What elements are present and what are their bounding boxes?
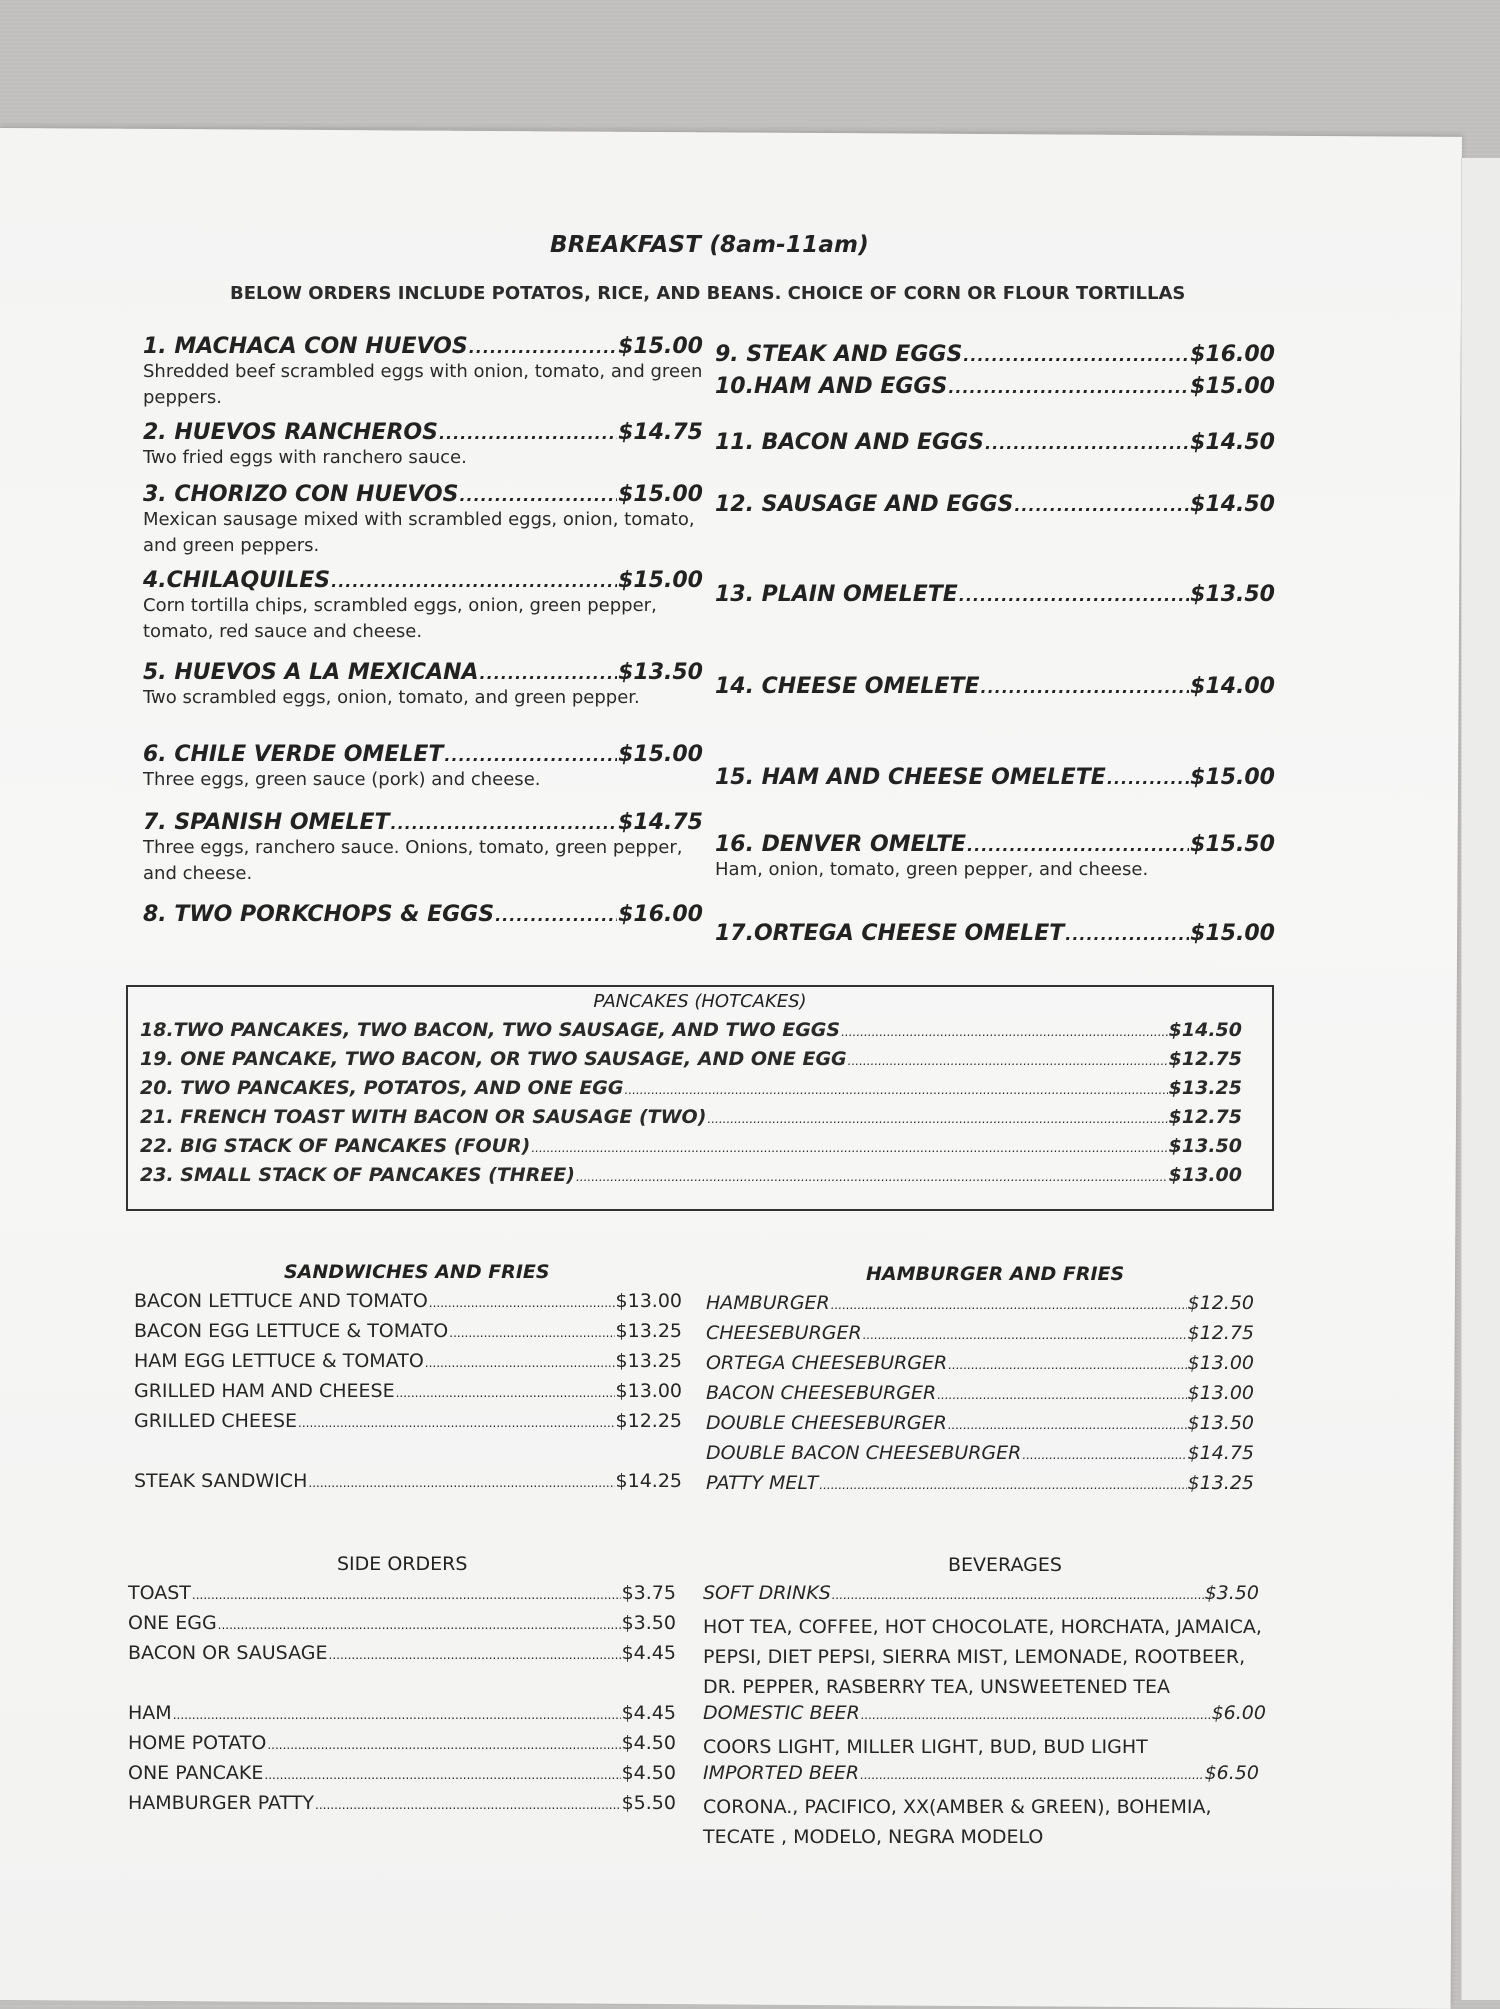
- menu-item: [143, 482, 703, 568]
- menu-item: [715, 492, 1275, 582]
- item-name: BACON EGG LETTUCE & TOMATO: [134, 1320, 449, 1342]
- leader-dots: [264, 1768, 620, 1782]
- item-description: Three eggs, green sauce (pork) and cheese.: [143, 769, 541, 790]
- page-edge: [1461, 158, 1500, 2000]
- beverage-note: TECATE , MODELO, NEGRA MODELO: [703, 1826, 1044, 1848]
- leader-dots: [480, 664, 618, 683]
- leader-dots: [1107, 769, 1189, 788]
- pancakes-title: PANCAKES (HOTCAKES): [593, 991, 807, 1012]
- item-price: $13.00: [615, 1380, 682, 1402]
- menu-item: [715, 921, 1275, 955]
- item-price: $6.50: [1204, 1762, 1259, 1784]
- item-name: 19. ONE PANCAKE, TWO BACON, OR TWO SAUSAGE, AND ONE EGG: [140, 1048, 847, 1070]
- leader-dots: [948, 1418, 1187, 1432]
- spacer: [134, 1440, 682, 1470]
- menu-item: [143, 568, 703, 660]
- menu-item: [715, 582, 1275, 674]
- menu-item: [706, 1472, 1254, 1502]
- beverage-note: PEPSI, DIET PEPSI, SIERRA MIST, LEMONADE, ROOTBEER,: [703, 1646, 1246, 1668]
- item-price: $16.00: [618, 902, 703, 927]
- item-price: $14.75: [618, 810, 703, 835]
- menu-item: [703, 1582, 1259, 1612]
- item-name: BACON CHEESEBURGER: [706, 1382, 937, 1404]
- item-name: 20. TWO PANCAKES, POTATOS, AND ONE EGG: [140, 1077, 624, 1099]
- item-description: Two scrambled eggs, onion, tomato, and green pepper.: [143, 687, 640, 708]
- menu-title: BREAKFAST (8am-11am): [550, 232, 869, 258]
- item-price: $13.50: [1190, 582, 1275, 607]
- item-name: 7. SPANISH OMELET: [143, 810, 390, 835]
- menu-item: [134, 1350, 682, 1380]
- beverage-note: COORS LIGHT, MILLER LIGHT, BUD, BUD LIGHT: [703, 1736, 1148, 1758]
- menu-item: [715, 765, 1275, 832]
- item-price: $13.25: [1187, 1472, 1254, 1494]
- item-description: Two fried eggs with ranchero sauce.: [143, 447, 467, 468]
- item-name: SOFT DRINKS: [703, 1582, 831, 1604]
- item-price: $12.75: [1168, 1048, 1242, 1070]
- leader-dots: [707, 1112, 1167, 1126]
- item-name: ORTEGA CHEESEBURGER: [706, 1352, 948, 1374]
- menu-item: [134, 1290, 682, 1320]
- leader-dots: [967, 836, 1189, 855]
- leader-dots: [531, 1141, 1167, 1155]
- menu-item: [140, 1106, 1242, 1135]
- item-price: $13.00: [1187, 1382, 1254, 1404]
- menu-item: [134, 1470, 682, 1500]
- leader-dots: [308, 1476, 614, 1490]
- item-price: $12.25: [615, 1410, 682, 1432]
- menu-item: [715, 674, 1275, 765]
- leader-dots: [218, 1618, 621, 1632]
- hamburgers-title: HAMBURGER AND FRIES: [866, 1263, 1125, 1285]
- item-name: HAMBURGER: [706, 1292, 830, 1314]
- menu-item: [143, 334, 703, 420]
- leader-dots: [948, 378, 1189, 397]
- item-price: $12.75: [1187, 1322, 1254, 1344]
- item-price: $14.75: [1187, 1442, 1254, 1464]
- menu-item: [128, 1642, 676, 1672]
- hamburgers-list: [706, 1292, 1254, 1502]
- beverage-note: DR. PEPPER, RASBERRY TEA, UNSWEETENED TEA: [703, 1676, 1171, 1698]
- beverage-note: CORONA., PACIFICO, XX(AMBER & GREEN), BOHEMIA,: [703, 1796, 1212, 1818]
- menu-item: [143, 902, 703, 936]
- item-name: STEAK SANDWICH: [134, 1470, 308, 1492]
- item-price: $15.00: [1190, 921, 1275, 946]
- item-price: $4.50: [621, 1762, 676, 1784]
- item-price: $13.50: [1168, 1135, 1242, 1157]
- item-name: 11. BACON AND EGGS: [715, 430, 985, 455]
- item-price: $6.00: [1211, 1702, 1266, 1724]
- beverage-note: HOT TEA, COFFEE, HOT CHOCOLATE, HORCHATA, JAMAICA,: [703, 1616, 1262, 1638]
- leader-dots: [860, 1768, 1203, 1782]
- leader-dots: [819, 1478, 1186, 1492]
- leader-dots: [841, 1025, 1168, 1039]
- menu-item: [715, 430, 1275, 492]
- item-price: $12.50: [1187, 1292, 1254, 1314]
- item-name: TOAST: [128, 1582, 191, 1604]
- item-price: $15.00: [618, 334, 703, 359]
- leader-dots: [861, 1708, 1211, 1722]
- menu-item: [715, 832, 1275, 921]
- item-price: $4.45: [621, 1642, 676, 1664]
- breakfast-left-column: [143, 334, 703, 936]
- item-name: CHEESEBURGER: [706, 1322, 862, 1344]
- item-price: $3.75: [621, 1582, 676, 1604]
- item-price: $13.25: [615, 1350, 682, 1372]
- pancakes-list: [140, 1019, 1242, 1193]
- sides-title: SIDE ORDERS: [337, 1553, 468, 1575]
- menu-subtitle: BELOW ORDERS INCLUDE POTATOS, RICE, AND BEANS. CHOICE OF CORN OR FLOUR TORTILLAS: [230, 283, 1186, 304]
- leader-dots: [173, 1708, 621, 1722]
- menu-item: [143, 660, 703, 742]
- item-price: $13.00: [1168, 1164, 1242, 1186]
- item-name: DOUBLE CHEESEBURGER: [706, 1412, 947, 1434]
- item-price: $13.00: [615, 1290, 682, 1312]
- menu-item: [706, 1382, 1254, 1412]
- leader-dots: [459, 486, 617, 505]
- leader-dots: [391, 814, 618, 833]
- item-name: 13. PLAIN OMELETE: [715, 582, 958, 607]
- item-name: DOMESTIC BEER: [703, 1702, 860, 1724]
- leader-dots: [863, 1328, 1187, 1342]
- item-price: $12.75: [1168, 1106, 1242, 1128]
- item-name: 10.HAM AND EGGS: [715, 374, 948, 399]
- leader-dots: [1014, 496, 1189, 515]
- item-name: HAM: [128, 1702, 172, 1724]
- item-price: $14.75: [618, 420, 703, 445]
- item-price: $15.00: [618, 568, 703, 593]
- menu-item: [128, 1762, 676, 1792]
- item-price: $14.00: [1190, 674, 1275, 699]
- item-name: PATTY MELT: [706, 1472, 819, 1494]
- leader-dots: [985, 434, 1189, 453]
- item-price: $14.25: [615, 1470, 682, 1492]
- menu-item: [128, 1612, 676, 1642]
- item-name: 2. HUEVOS RANCHEROS: [143, 420, 438, 445]
- beverages-title: BEVERAGES: [948, 1554, 1062, 1576]
- menu-item: [706, 1322, 1254, 1352]
- menu-item: [134, 1320, 682, 1350]
- menu-item: [134, 1410, 682, 1440]
- menu-item: [703, 1702, 1266, 1732]
- leader-dots: [963, 346, 1189, 365]
- item-price: $15.00: [618, 482, 703, 507]
- pancakes-box: [126, 985, 1274, 1211]
- item-name: ONE PANCAKE: [128, 1762, 264, 1784]
- menu-item: [715, 374, 1275, 430]
- menu-item: [140, 1019, 1242, 1048]
- item-name: 14. CHEESE OMELETE: [715, 674, 980, 699]
- item-price: $13.25: [615, 1320, 682, 1342]
- breakfast-right-column: [715, 342, 1275, 955]
- item-price: $5.50: [621, 1792, 676, 1814]
- item-name: 23. SMALL STACK OF PANCAKES (THREE): [140, 1164, 575, 1186]
- item-name: GRILLED HAM AND CHEESE: [134, 1380, 395, 1402]
- leader-dots: [331, 572, 617, 591]
- item-price: $13.25: [1168, 1077, 1242, 1099]
- leader-dots: [848, 1054, 1168, 1068]
- item-price: $14.50: [1190, 430, 1275, 455]
- item-name: GRILLED CHEESE: [134, 1410, 298, 1432]
- item-name: 1. MACHACA CON HUEVOS: [143, 334, 468, 359]
- item-price: $14.50: [1168, 1019, 1242, 1041]
- menu-item: [706, 1412, 1254, 1442]
- menu-item: [706, 1442, 1254, 1472]
- item-price: $15.00: [1190, 374, 1275, 399]
- item-name: 17.ORTEGA CHEESE OMELET: [715, 921, 1065, 946]
- item-name: 6. CHILE VERDE OMELET: [143, 742, 444, 767]
- sandwiches-list: [134, 1290, 682, 1500]
- item-name: BACON OR SAUSAGE: [128, 1642, 328, 1664]
- item-name: 9. STEAK AND EGGS: [715, 342, 963, 367]
- leader-dots: [329, 1648, 621, 1662]
- leader-dots: [948, 1358, 1186, 1372]
- leader-dots: [396, 1386, 615, 1400]
- menu-item: [140, 1048, 1242, 1077]
- menu-item: [128, 1702, 676, 1732]
- item-name: 4.CHILAQUILES: [143, 568, 331, 593]
- sandwiches-title: SANDWICHES AND FRIES: [284, 1261, 550, 1283]
- leader-dots: [1065, 925, 1189, 944]
- item-price: $3.50: [621, 1612, 676, 1634]
- leader-dots: [315, 1798, 621, 1812]
- item-price: $15.50: [1190, 832, 1275, 857]
- item-name: BACON LETTUCE AND TOMATO: [134, 1290, 428, 1312]
- leader-dots: [576, 1170, 1168, 1184]
- leader-dots: [469, 338, 617, 357]
- menu-item: [143, 810, 703, 902]
- menu-item: [128, 1792, 676, 1822]
- item-name: 3. CHORIZO CON HUEVOS: [143, 482, 459, 507]
- item-description: Ham, onion, tomato, green pepper, and cheese.: [715, 859, 1149, 880]
- item-name: HAMBURGER PATTY: [128, 1792, 315, 1814]
- menu-item: [140, 1077, 1242, 1106]
- item-description: Three eggs, ranchero sauce. Onions, tomato, green pepper, and cheese.: [143, 837, 683, 884]
- leader-dots: [980, 678, 1189, 697]
- item-name: 18.TWO PANCAKES, TWO BACON, TWO SAUSAGE, AND TWO EGGS: [140, 1019, 841, 1041]
- menu-item: [143, 742, 703, 810]
- leader-dots: [439, 424, 617, 443]
- leader-dots: [429, 1296, 615, 1310]
- leader-dots: [298, 1416, 615, 1430]
- item-name: ONE EGG: [128, 1612, 217, 1634]
- item-price: $13.50: [1187, 1412, 1254, 1434]
- item-name: HAM EGG LETTUCE & TOMATO: [134, 1350, 424, 1372]
- item-price: $14.50: [1190, 492, 1275, 517]
- leader-dots: [495, 906, 617, 925]
- item-description: Corn tortilla chips, scrambled eggs, onion, green pepper, tomato, red sauce and cheese.: [143, 595, 657, 642]
- sides-list: [128, 1582, 676, 1822]
- spacer: [128, 1672, 676, 1702]
- menu-item: [703, 1762, 1259, 1792]
- menu-item: [140, 1135, 1242, 1164]
- item-name: 16. DENVER OMELTE: [715, 832, 967, 857]
- menu-item: [140, 1164, 1242, 1193]
- beverages-list: [703, 1582, 1266, 1852]
- menu-item: [128, 1732, 676, 1762]
- leader-dots: [267, 1738, 620, 1752]
- menu-item: [134, 1380, 682, 1410]
- item-price: $13.50: [618, 660, 703, 685]
- item-name: 12. SAUSAGE AND EGGS: [715, 492, 1014, 517]
- leader-dots: [444, 746, 617, 765]
- item-name: 15. HAM AND CHEESE OMELETE: [715, 765, 1106, 790]
- menu-item: [715, 342, 1275, 374]
- item-name: HOME POTATO: [128, 1732, 267, 1754]
- item-name: 21. FRENCH TOAST WITH BACON OR SAUSAGE (TWO): [140, 1106, 707, 1128]
- leader-dots: [449, 1326, 614, 1340]
- leader-dots: [1022, 1448, 1186, 1462]
- item-name: IMPORTED BEER: [703, 1762, 860, 1784]
- item-description: Mexican sausage mixed with scrambled eggs, onion, tomato, and green peppers.: [143, 509, 695, 556]
- menu-item: [706, 1352, 1254, 1382]
- menu-item: [143, 420, 703, 482]
- item-price: $16.00: [1190, 342, 1275, 367]
- item-name: 8. TWO PORKCHOPS & EGGS: [143, 902, 495, 927]
- leader-dots: [959, 586, 1189, 605]
- item-price: $13.00: [1187, 1352, 1254, 1374]
- leader-dots: [832, 1588, 1204, 1602]
- menu-item: [706, 1292, 1254, 1322]
- item-price: $4.45: [621, 1702, 676, 1724]
- leader-dots: [831, 1298, 1187, 1312]
- item-price: $15.00: [1190, 765, 1275, 790]
- item-name: 22. BIG STACK OF PANCAKES (FOUR): [140, 1135, 531, 1157]
- leader-dots: [937, 1388, 1186, 1402]
- item-price: $3.50: [1204, 1582, 1259, 1604]
- item-name: DOUBLE BACON CHEESEBURGER: [706, 1442, 1022, 1464]
- item-price: $4.50: [621, 1732, 676, 1754]
- leader-dots: [625, 1083, 1168, 1097]
- item-name: 5. HUEVOS A LA MEXICANA: [143, 660, 479, 685]
- leader-dots: [425, 1356, 615, 1370]
- item-price: $15.00: [618, 742, 703, 767]
- menu-item: [128, 1582, 676, 1612]
- leader-dots: [192, 1588, 621, 1602]
- item-description: Shredded beef scrambled eggs with onion, tomato, and green peppers.: [143, 361, 703, 408]
